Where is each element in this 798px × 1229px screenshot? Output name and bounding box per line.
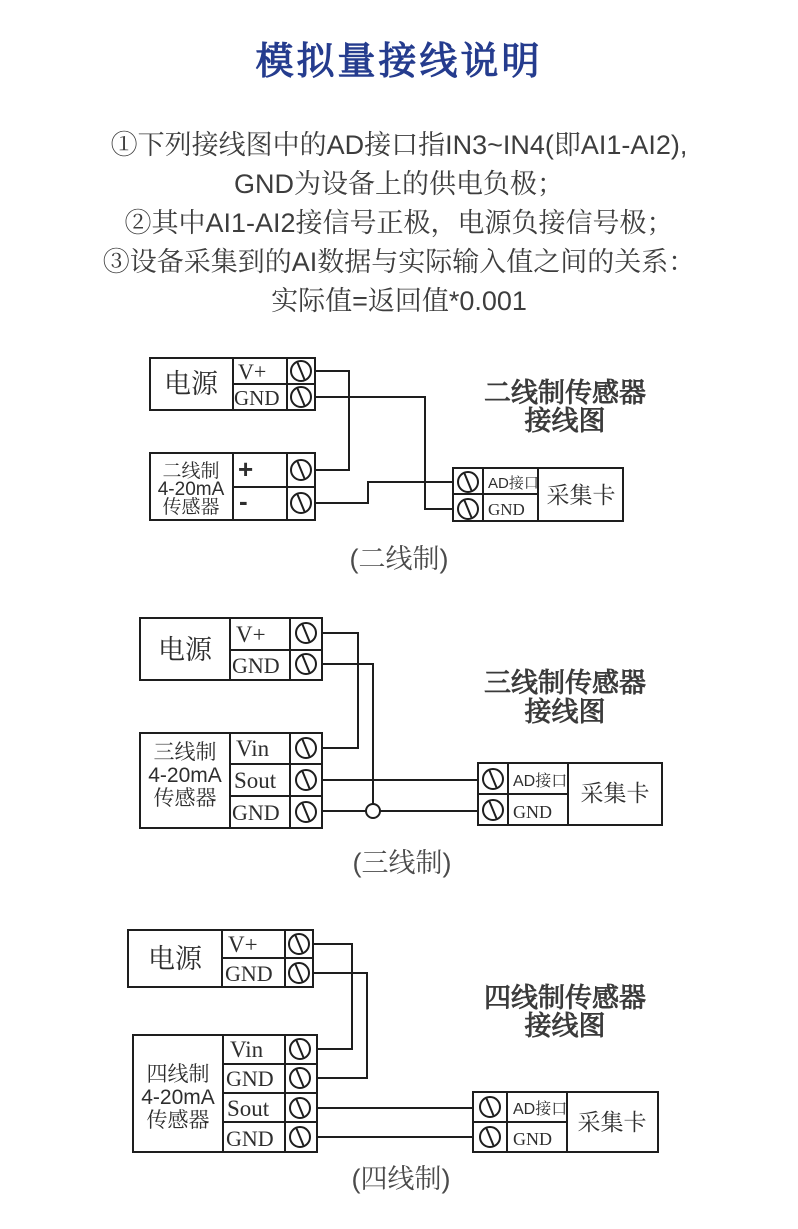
diagram-heading-line1: 四线制传感器 xyxy=(484,983,646,1013)
terminal-vplus: V+ xyxy=(238,359,267,384)
terminal-gnd: GND xyxy=(225,961,273,986)
screw-terminal-icon xyxy=(296,738,316,758)
diagram-caption: (二线制) xyxy=(349,544,449,574)
screw-terminal-icon xyxy=(458,499,478,519)
screw-terminal-icon xyxy=(290,1039,310,1059)
power-label: 电源 xyxy=(164,369,218,399)
card-terminal-gnd: GND xyxy=(488,500,525,519)
screw-terminal-icon xyxy=(291,361,311,381)
terminal-sout: Sout xyxy=(234,768,277,793)
sensor-block xyxy=(133,1035,317,1152)
card-block xyxy=(478,763,662,825)
screw-terminal-icon xyxy=(290,1127,310,1147)
wire-gnd-to-sensor-gnd xyxy=(313,973,367,1078)
terminal-minus: - xyxy=(239,486,248,516)
sensor-block xyxy=(150,453,315,520)
power-block xyxy=(150,358,315,410)
note-line-2: GND为设备上的供电负极； xyxy=(234,169,564,199)
card-block xyxy=(473,1092,658,1152)
card-label: 采集卡 xyxy=(580,780,650,806)
wire-gnd-to-card-gnd xyxy=(315,397,453,509)
terminal-gnd: GND xyxy=(232,800,280,825)
card-terminal-gnd: GND xyxy=(513,1129,552,1149)
screw-terminal-icon xyxy=(296,623,316,643)
card-terminal-ad: AD接口 xyxy=(513,773,568,790)
sensor-label-line1: 三线制 xyxy=(153,741,217,764)
diagram-heading-line1: 二线制传感器 xyxy=(484,378,646,408)
diagram-three-wire xyxy=(140,618,662,878)
diagram-heading-line2: 接线图 xyxy=(524,406,606,436)
power-block xyxy=(140,618,322,680)
wire-vplus-to-vin xyxy=(322,633,358,748)
diagram-heading-line2: 接线图 xyxy=(524,697,606,727)
power-label: 电源 xyxy=(148,944,202,974)
screw-terminal-icon xyxy=(483,769,503,789)
diagram-caption: (四线制) xyxy=(351,1164,451,1194)
terminal-sout: Sout xyxy=(227,1096,270,1121)
card-label: 采集卡 xyxy=(546,482,616,508)
page-title: 模拟量接线说明 xyxy=(255,41,543,83)
terminal-vin: Vin xyxy=(236,736,270,761)
card-block xyxy=(453,468,623,521)
terminal-vplus: V+ xyxy=(236,622,266,647)
screw-terminal-icon xyxy=(291,493,311,513)
wire-minus-to-ad xyxy=(315,482,453,503)
note-line-1: ①下列接线图中的AD接口指IN3~IN4(即AI1-AI2), xyxy=(110,130,688,160)
sensor-label-line2: 4-20mA xyxy=(157,479,225,500)
card-terminal-ad: AD接口 xyxy=(488,475,539,492)
terminal-plus: + xyxy=(238,454,254,484)
diagram-heading-line2: 接线图 xyxy=(524,1011,606,1041)
screw-terminal-icon xyxy=(290,1068,310,1088)
sensor-block xyxy=(140,733,322,828)
terminal-gnd: GND xyxy=(234,386,280,410)
screw-terminal-icon xyxy=(296,654,316,674)
sensor-label-line1: 二线制 xyxy=(162,461,220,482)
sensor-label-line2: 4-20mA xyxy=(141,1086,215,1109)
screw-terminal-icon xyxy=(458,472,478,492)
diagram-heading-line1: 三线制传感器 xyxy=(484,668,646,698)
screw-terminal-icon xyxy=(291,460,311,480)
diagram-four-wire xyxy=(128,930,658,1194)
screw-terminal-icon xyxy=(290,1098,310,1118)
card-terminal-ad: AD接口 xyxy=(513,1101,568,1118)
sensor-label-line3: 传感器 xyxy=(162,497,220,518)
note-line-5: 实际值=返回值*0.001 xyxy=(271,286,527,316)
sensor-label-line1: 四线制 xyxy=(146,1063,210,1086)
note-line-3: ②其中AI1-AI2接信号正极，电源负接信号极； xyxy=(124,208,674,238)
wire-vplus-to-vin xyxy=(313,944,352,1049)
card-label: 采集卡 xyxy=(577,1109,647,1135)
power-block xyxy=(128,930,313,987)
diagram-two-wire xyxy=(150,358,646,574)
screw-terminal-icon xyxy=(480,1097,500,1117)
sensor-label-line2: 4-20mA xyxy=(148,764,222,787)
sensor-label-line3: 传感器 xyxy=(146,1109,210,1132)
terminal-vplus: V+ xyxy=(228,932,258,957)
screw-terminal-icon xyxy=(296,770,316,790)
sensor-label-line3: 传感器 xyxy=(153,787,217,810)
terminal-vin: Vin xyxy=(230,1037,264,1062)
wire-vplus-to-plus xyxy=(315,371,349,470)
screw-terminal-icon xyxy=(480,1127,500,1147)
screw-terminal-icon xyxy=(291,387,311,407)
diagram-caption: (三线制) xyxy=(352,848,452,878)
screw-terminal-icon xyxy=(483,800,503,820)
screw-terminal-icon xyxy=(289,934,309,954)
screw-terminal-icon xyxy=(296,802,316,822)
terminal-gnd: GND xyxy=(226,1126,274,1151)
screw-terminal-icon xyxy=(289,963,309,983)
card-terminal-gnd: GND xyxy=(513,802,552,822)
terminal-gnd: GND xyxy=(226,1066,274,1091)
power-label: 电源 xyxy=(158,635,212,665)
wire-junction-node xyxy=(366,804,380,818)
wire-gnd-to-junction xyxy=(322,664,373,804)
note-line-4: ③设备采集到的AI数据与实际输入值之间的关系： xyxy=(102,247,696,277)
terminal-gnd: GND xyxy=(232,653,280,678)
